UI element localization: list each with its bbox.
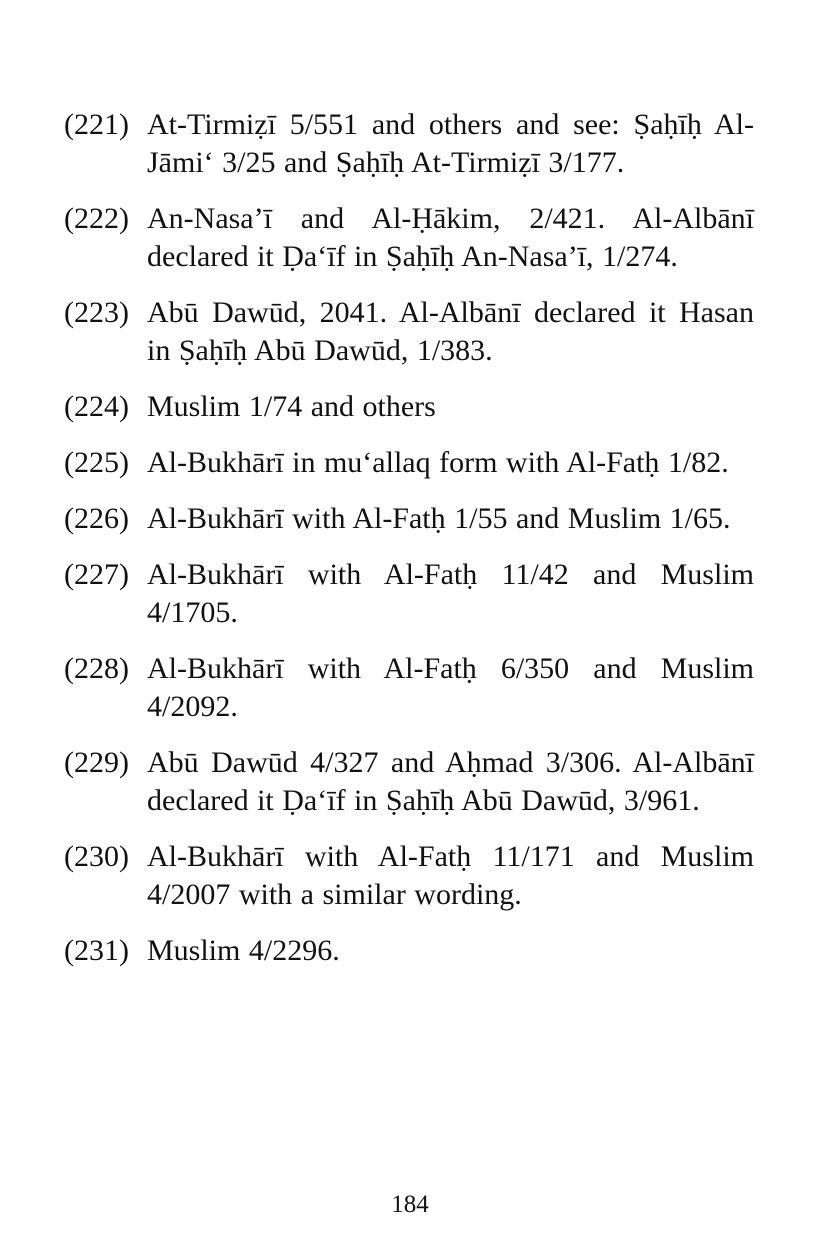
footnote-number: (229) [64,746,129,779]
footnote-text: Muslim 1/74 and others [147,390,436,423]
footnote-number: (225) [64,446,129,479]
footnote-item [64,294,754,370]
footnote-list [64,106,754,988]
footnote-text: Muslim 4/2296. [147,934,340,967]
footnote-item [64,556,754,632]
footnote-number: (231) [64,934,129,967]
footnote-item [64,106,754,182]
footnote-item [64,200,754,276]
footnote-item [64,388,754,426]
footnote-text: Al-Bukhārī in mu‘allaq form with Al-Fatḥ 1/82. [147,446,729,479]
footnote-number: (223) [64,296,129,329]
footnote-text: Abū Dawūd 4/327 and Aḥmad 3/306. Al-Albānī declared it Ḍa‘īf in Ṣaḥīḥ Abū Dawūd, 3/961. [147,746,754,817]
footnote-number: (224) [64,390,129,423]
footnote-item [64,932,754,970]
footnote-item [64,744,754,820]
footnote-number: (230) [64,840,129,873]
footnote-item [64,838,754,914]
footnote-number: (222) [64,202,129,235]
footnote-number: (227) [64,558,129,591]
footnote-text: Al-Bukhārī with Al-Fatḥ 11/42 and Muslim 4/1705. [147,558,754,629]
footnote-text: An-Nasa’ī and Al-Ḥākim, 2/421. Al-Albānī declared it Ḍa‘īf in Ṣaḥīḥ An-Nasa’ī, 1/274. [147,202,754,273]
footnote-item [64,650,754,726]
footnote-text: Al-Bukhārī with Al-Fatḥ 6/350 and Muslim 4/2092. [147,652,754,723]
footnote-number: (221) [64,108,129,141]
footnote-text: Al-Bukhārī with Al-Fatḥ 1/55 and Muslim 1/65. [147,502,731,535]
page-number: 184 [391,1191,429,1218]
footnote-text: At-Tirmiẓī 5/551 and others and see: Ṣaḥīḥ Al-Jāmi‘ 3/25 and Ṣaḥīḥ At-Tirmiẓī 3/177. [147,108,754,179]
footnote-number: (228) [64,652,129,685]
footnote-text: Al-Bukhārī with Al-Fatḥ 11/171 and Muslim 4/2007 with a similar wording. [147,840,754,911]
footnote-number: (226) [64,502,129,535]
footnote-text: Abū Dawūd, 2041. Al-Albānī declared it Hasan in Ṣaḥīḥ Abū Dawūd, 1/383. [147,296,754,367]
footnote-item [64,500,754,538]
footnote-item [64,444,754,482]
